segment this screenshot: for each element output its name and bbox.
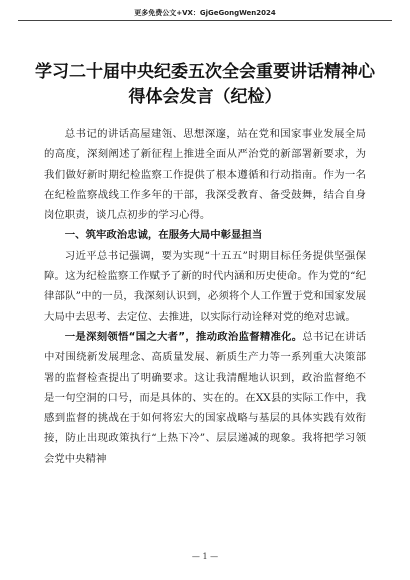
page-header-text: 更多免费公文+VX：GjGeGongWen2024	[134, 9, 276, 17]
point-1-text: 总书记在讲话中对围绕新发展理念、高质量发展、新质生产力等一系列重大决策部署的监督检查提出了明确要求。这让我清醒地认识到，政治监督绝不是一句空洞的口号，而是具体的、实在的。在XX县的实际工作中，我感到监督的挑战在于如何将宏大的国家战略与基层的具体实践有效衔接，防止出现政策执行“上热下冷”、层层递减的现象。我将把学习领会党中央精神	[44, 330, 366, 465]
point-1-lead: 一是深刻领悟“国之大者”，推动政治监督精准化。	[64, 330, 303, 343]
document-title: 学习二十届中央纪委五次全会重要讲话精神心得体会发言（纪检）	[35, 62, 375, 107]
section-1-paragraph: 习近平总书记强调，要为实现“十五五”时期目标任务提供坚强保障。这为纪检监察工作赋予了新的时代内涵和历史使命。作为党的“纪律部队”中的一员，我深刻认识到，必须将个人工作置于党和国家发展大局中去思考、去定位、去推进，以实际行动诠释对党的绝对忠诚。	[44, 249, 366, 323]
document-body	[44, 124, 366, 469]
section-heading-1: 一、筑牢政治忠诚，在服务大局中彰显担当	[64, 229, 263, 242]
page-number: — 1 —	[191, 552, 219, 561]
point-1-paragraph	[44, 327, 366, 469]
header-divider	[18, 20, 392, 21]
intro-paragraph: 总书记的讲话高屋建瓴、思想深邃，站在党和国家事业发展全局的高度，深刻阐述了新征程上推进全面从严治党的新部署新要求，为我们做好新时期纪检监察工作提供了根本遵循和行动指南。作为一名在纪检监察战线工作多年的干部，我深受教育、备受鼓舞，结合自身岗位职责，谈几点初步的学习心得。	[44, 128, 366, 222]
